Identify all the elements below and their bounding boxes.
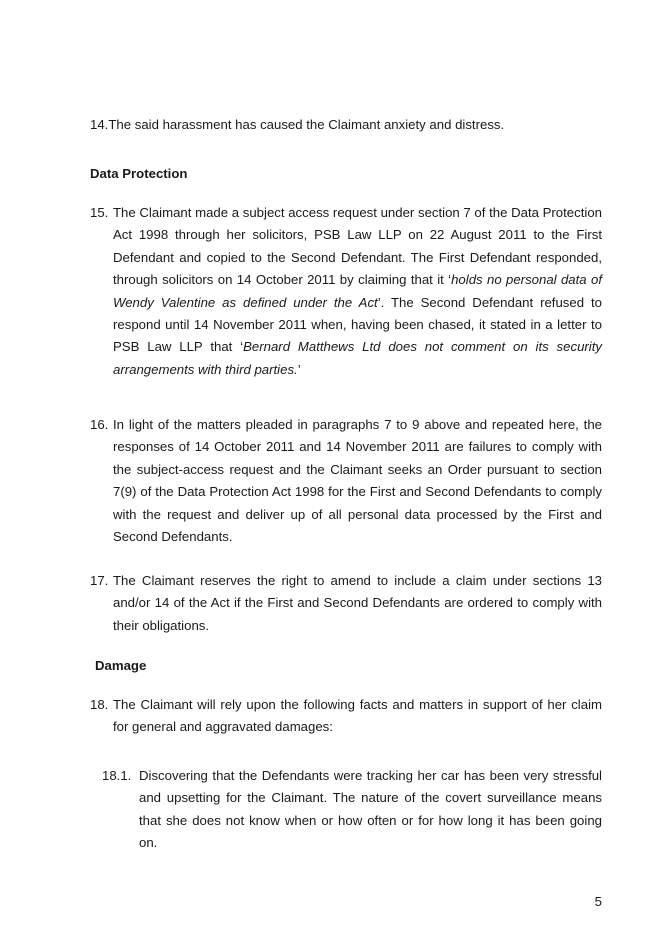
- paragraph-number: 15.: [90, 205, 109, 220]
- section-heading-data-protection: Data Protection: [90, 166, 188, 181]
- quoted-italic-text: holds no personal data of Wendy Valentine as defined under the Act: [113, 272, 602, 310]
- paragraph-18-1: [102, 765, 602, 855]
- page-number: 5: [594, 894, 602, 909]
- paragraph-18: [90, 694, 602, 739]
- paragraph-number: 14.: [90, 117, 109, 132]
- paragraph-17: [90, 570, 602, 637]
- section-heading-damage: Damage: [95, 658, 147, 673]
- paragraph-14: [90, 114, 610, 136]
- paragraph-number: 18.1.: [102, 768, 132, 783]
- paragraph-body: In light of the matters pleaded in paragraphs 7 to 9 above and repeated here, the responses of 14 October 2011 and 14 November 2011 are failures to comply with the subject-access request and the Claimant seeks an Order pursuant to section 7(9) of the Data Protection Act 1998 for the First and Second Defendants to comply with the request and deliver up of all personal data processed by the First and Second Defendants.: [113, 417, 602, 545]
- quoted-italic-text: Bernard Matthews Ltd does not comment on its security arrangements with third parties.: [113, 339, 602, 377]
- paragraph-15: [90, 202, 602, 381]
- paragraph-text: The said harassment has caused the Claimant anxiety and distress.: [108, 117, 505, 132]
- paragraph-body: Discovering that the Defendants were tracking her car has been very stressful and upsetting for the Claimant. The nature of the covert surveillance means that she does not know when or how often or for how long it has been going on.: [139, 768, 602, 851]
- paragraph-body: The Claimant reserves the right to amend to include a claim under sections 13 and/or 14 of the Act if the First and Second Defendants are ordered to comply with their obligations.: [113, 573, 602, 633]
- paragraph-body: The Claimant made a subject access request under section 7 of the Data Protection Act 1998 through her solicitors, PSB Law LLP on 22 August 2011 to the First Defendant and copied to the Second Defendant. The First Defendant responded, through solicitors on 14 October 2011 by claiming that it ‘holds no personal data of Wendy Valentine as defined under the Act’. The Second Defendant refused to respond until 14 November 2011 when, having been chased, it stated in a letter to PSB Law LLP that ‘Bernard Matthews Ltd does not comment on its security arrangements with third parties.’: [113, 205, 602, 377]
- paragraph-number: 16.: [90, 417, 109, 432]
- paragraph-number: 17.: [90, 573, 109, 588]
- paragraph-number: 18.: [90, 697, 109, 712]
- paragraph-body: The Claimant will rely upon the following facts and matters in support of her claim for general and aggravated damages:: [113, 697, 602, 735]
- paragraph-16: [90, 414, 602, 548]
